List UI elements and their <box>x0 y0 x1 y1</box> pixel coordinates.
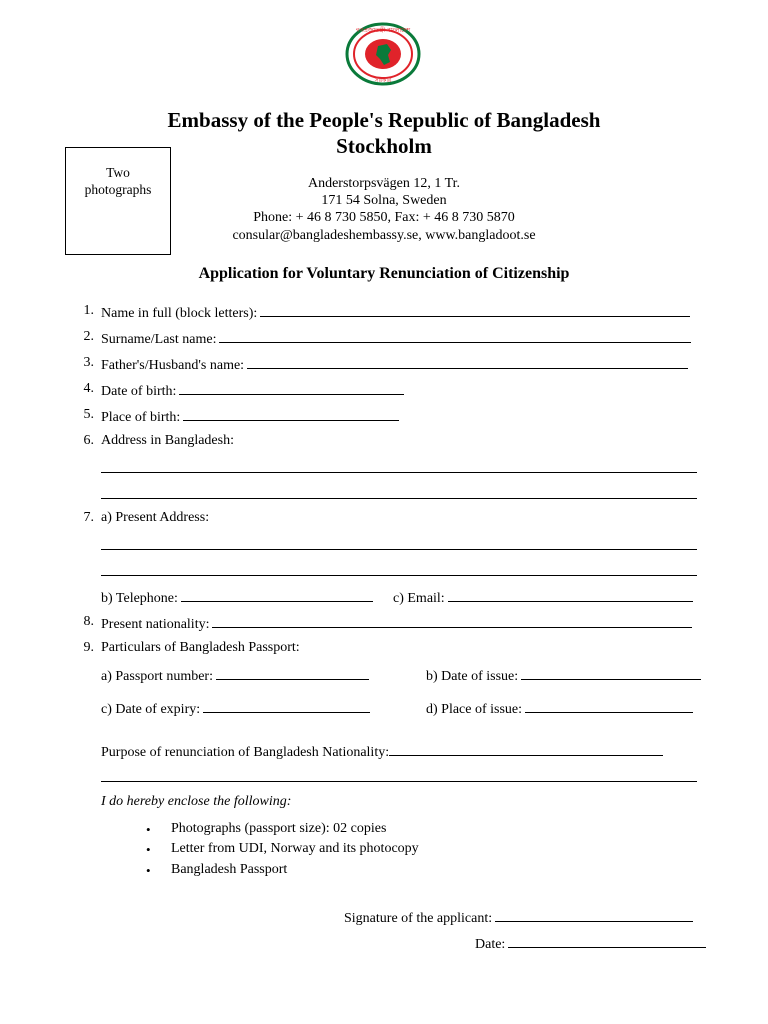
field-number: 4. <box>83 381 94 396</box>
place-of-issue-label: d) Place of issue: <box>426 702 523 717</box>
passport-number-input-line[interactable] <box>216 666 369 680</box>
place-of-birth-input-line[interactable] <box>183 407 399 421</box>
city-title: Stockholm <box>336 134 432 158</box>
date-of-expiry-field <box>101 699 370 718</box>
address-bangladesh-label: Address in Bangladesh: <box>101 433 234 448</box>
signature-field <box>344 908 693 927</box>
date-label: Date: <box>475 937 506 952</box>
father-husband-name-label: Father's/Husband's name: <box>101 358 245 373</box>
address-line2: 171 54 Solna, Sweden <box>321 193 447 208</box>
full-name-field <box>101 303 690 322</box>
date-of-birth-field <box>101 381 404 400</box>
nationality-input-line[interactable] <box>212 614 692 628</box>
passport-number-field <box>101 666 369 685</box>
telephone-input-line[interactable] <box>181 588 373 602</box>
date-of-birth-input-line[interactable] <box>179 381 404 395</box>
place-of-birth-label: Place of birth: <box>101 410 181 425</box>
signature-label: Signature of the applicant: <box>344 911 493 926</box>
nationality-field <box>101 614 692 633</box>
passport-number-label: a) Passport number: <box>101 669 213 684</box>
date-of-issue-field <box>426 666 701 685</box>
field-number: 6. <box>83 433 94 448</box>
nationality-label: Present nationality: <box>101 617 210 632</box>
field-number: 8. <box>83 614 94 629</box>
purpose-label: Purpose of renunciation of Bangladesh Nationality: <box>101 745 390 760</box>
field-number: 9. <box>83 640 94 655</box>
email-label: c) Email: <box>393 591 445 606</box>
surname-input-line[interactable] <box>219 329 691 343</box>
bullet-icon: • <box>146 842 151 857</box>
enclose-item: Bangladesh Passport <box>171 862 288 877</box>
date-input-line[interactable] <box>508 934 706 948</box>
full-name-label: Name in full (block letters): <box>101 306 258 321</box>
place-of-birth-field <box>101 407 399 426</box>
surname-field <box>101 329 691 348</box>
date-of-issue-input-line[interactable] <box>521 666 701 680</box>
bullet-icon: • <box>146 822 151 837</box>
present-address-line-2[interactable] <box>101 575 697 576</box>
date-field <box>475 934 706 953</box>
field-number: 7. <box>83 510 94 525</box>
signature-input-line[interactable] <box>495 908 693 922</box>
enclose-item: Letter from UDI, Norway and its photocopy <box>171 841 419 856</box>
bullet-icon: • <box>146 863 151 878</box>
address-bangladesh-line-1[interactable] <box>101 472 697 473</box>
seal-top-text: গণপ্রজাতন্ত্রী বাংলাদেশ <box>355 27 411 34</box>
seal-bottom-text: সরকার <box>374 77 392 84</box>
phone-fax: Phone: + 46 8 730 5850, Fax: + 46 8 730 5870 <box>253 210 515 225</box>
telephone-label: b) Telephone: <box>101 591 178 606</box>
surname-label: Surname/Last name: <box>101 332 217 347</box>
father-husband-name-input-line[interactable] <box>247 355 688 369</box>
place-of-issue-field <box>426 699 693 718</box>
date-of-birth-label: Date of birth: <box>101 384 177 399</box>
field-number: 2. <box>83 329 94 344</box>
field-number: 3. <box>83 355 94 370</box>
date-of-expiry-input-line[interactable] <box>203 699 370 713</box>
photo-box-line2: photographs <box>84 182 152 197</box>
bangladesh-government-seal-icon <box>345 22 421 86</box>
email-input-line[interactable] <box>448 588 693 602</box>
passport-particulars-label: Particulars of Bangladesh Passport: <box>101 640 300 655</box>
date-of-issue-label: b) Date of issue: <box>426 669 519 684</box>
enclose-heading: I do hereby enclose the following: <box>101 794 292 809</box>
present-address-label: a) Present Address: <box>101 510 210 525</box>
address-bangladesh-line-2[interactable] <box>101 498 697 499</box>
email-web: consular@bangladeshembassy.se, www.bangladoot.se <box>232 228 536 243</box>
present-address-line-1[interactable] <box>101 549 697 550</box>
purpose-line-2[interactable] <box>101 781 697 782</box>
date-of-expiry-label: c) Date of expiry: <box>101 702 201 717</box>
place-of-issue-input-line[interactable] <box>525 699 693 713</box>
address-line1: Anderstorpsvägen 12, 1 Tr. <box>307 176 461 191</box>
father-husband-name-field <box>101 355 688 374</box>
form-title: Application for Voluntary Renunciation of Citizenship <box>198 265 570 282</box>
photo-box-line1: Two <box>106 165 130 180</box>
field-number: 5. <box>83 407 94 422</box>
email-field <box>393 588 693 607</box>
full-name-input-line[interactable] <box>260 303 690 317</box>
enclose-item: Photographs (passport size): 02 copies <box>171 821 387 836</box>
purpose-field <box>101 742 663 761</box>
field-number: 1. <box>83 303 94 318</box>
purpose-input-line[interactable] <box>389 742 663 756</box>
telephone-field <box>101 588 373 607</box>
embassy-title: Embassy of the People's Republic of Bangladesh <box>167 108 601 132</box>
